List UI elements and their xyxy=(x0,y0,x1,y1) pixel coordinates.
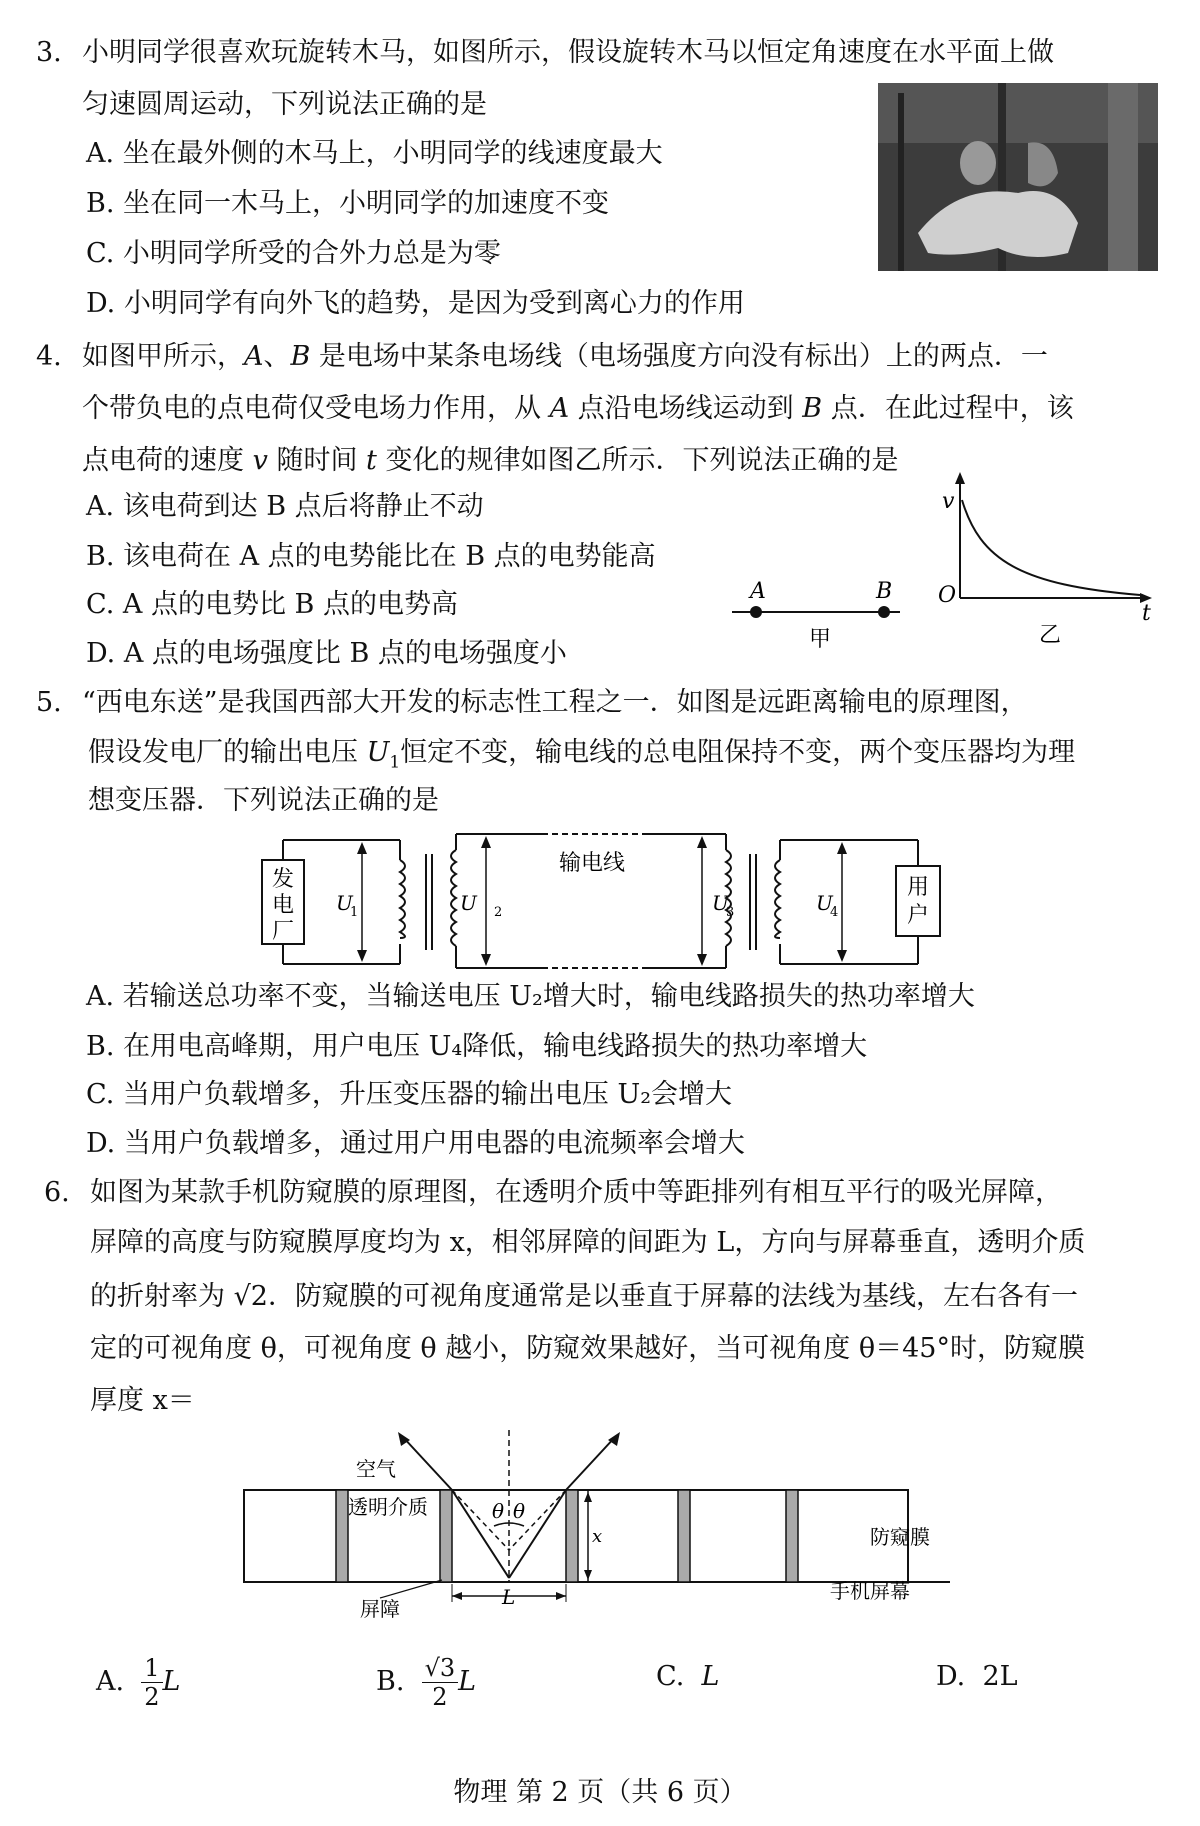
q3-option-c: C. 小明同学所受的合外力总是为零 xyxy=(86,238,501,269)
l-label: L xyxy=(502,1585,516,1609)
svg-text:厂: 厂 xyxy=(271,919,295,944)
barrier xyxy=(336,1490,348,1582)
barrier xyxy=(440,1490,452,1582)
caption-jia: 甲 xyxy=(808,627,832,650)
svg-text:发: 发 xyxy=(271,867,295,892)
u3-label: U xyxy=(712,891,729,915)
q4-option-a: A. 该电荷到达 B 点后将静止不动 xyxy=(86,491,484,522)
axis-t-label: t xyxy=(1142,601,1151,626)
q6-option-c: C. L xyxy=(656,1661,720,1692)
film-label: 防窥膜 xyxy=(870,1525,930,1549)
stepdown-secondary-coil xyxy=(775,860,780,938)
q5-option-c: C. 当用户负载增多，升压变压器的输出电压 U₂会增大 xyxy=(86,1079,733,1110)
point-a xyxy=(750,606,762,618)
q6-stem-line3: 的折射率为 √2．防窥膜的可视角度通常是以垂直于屏幕的法线为基线，左右各有一 xyxy=(90,1281,1078,1312)
q5-option-b: B. 在用电高峰期，用户电压 U₄降低，输电线路损失的热功率增大 xyxy=(86,1031,868,1062)
q4-number: 4. xyxy=(36,341,62,372)
svg-text:电: 电 xyxy=(271,893,295,918)
q6-option-b: B. $\frac{√3}{2}$ L xyxy=(376,1654,477,1711)
q6-stem-line1: 如图为某款手机防窥膜的原理图，在透明介质中等距排列有相互平行的吸光屏障， xyxy=(90,1177,1062,1208)
caption-yi: 乙 xyxy=(1038,623,1062,648)
barrier xyxy=(566,1490,578,1582)
svg-text:3: 3 xyxy=(726,905,735,920)
q4-option-b: B. 该电荷在 A 点的电势能比在 B 点的电势能高 xyxy=(86,541,656,572)
q4-figure-yi xyxy=(930,470,1160,650)
svg-text:用: 用 xyxy=(906,875,930,900)
axis-v-label: v xyxy=(942,489,955,514)
q6-privacy-film-diagram xyxy=(230,1430,990,1620)
svg-text:2: 2 xyxy=(494,905,503,920)
air-label: 空气 xyxy=(356,1457,396,1481)
q6-option-a: A. $\frac{1}{2}$ L xyxy=(96,1654,181,1711)
origin-label: O xyxy=(938,583,957,608)
q6-stem-line2: 屏障的高度与防窥膜厚度均为 x，相邻屏障的间距为 L，方向与屏幕垂直，透明介质 xyxy=(90,1227,1086,1258)
q5-number: 5. xyxy=(36,687,62,718)
q5-option-a: A. 若输送总功率不变，当输送电压 U₂增大时，输电线路损失的热功率增大 xyxy=(86,981,975,1012)
q5-option-d: D. 当用户负载增多，通过用户用电器的电流频率会增大 xyxy=(86,1128,745,1159)
q4-option-d: D. A 点的电场强度比 B 点的电场强度小 xyxy=(86,638,567,669)
theta-right: θ xyxy=(513,1499,526,1523)
q5-stem-line3: 想变压器．下列说法正确的是 xyxy=(88,785,439,816)
q5-stem-line2: 假设发电厂的输出电压 $U_1$恒定不变，输电线的总电阻保持不变，两个变压器均为理 xyxy=(88,737,1076,773)
medium-label: 透明介质 xyxy=(348,1495,428,1519)
barrier xyxy=(786,1490,798,1582)
q3-stem-line1: 小明同学很喜欢玩旋转木马，如图所示，假设旋转木马以恒定角速度在水平面上做 xyxy=(82,37,1054,68)
q4-stem-line2: 个带负电的点电荷仅受电场力作用，从 A 点沿电场线运动到 B 点．在此过程中，该 xyxy=(82,393,1074,424)
q4-stem-line1: 如图甲所示，A、B 是电场中某条电场线（电场强度方向没有标出）上的两点．一 xyxy=(82,341,1048,372)
screen-label: 手机屏幕 xyxy=(830,1579,910,1603)
u2-label: U xyxy=(460,891,477,915)
svg-text:户: 户 xyxy=(906,903,930,928)
q3-number: 3. xyxy=(36,37,62,68)
theta-left: θ xyxy=(492,1499,505,1523)
transmission-line-label: 输电线 xyxy=(558,851,626,876)
q6-number: 6. xyxy=(44,1177,70,1208)
q4-figure-jia xyxy=(720,570,920,650)
x-label: x xyxy=(592,1526,603,1547)
barrier-label: 屏障 xyxy=(360,1597,400,1620)
v-t-curve xyxy=(962,500,1140,595)
point-b xyxy=(878,606,890,618)
stepup-primary-coil xyxy=(400,860,405,938)
u1-label: U xyxy=(336,891,353,915)
stepup-secondary-coil xyxy=(451,850,456,946)
q6-stem-line4: 定的可视角度 θ，可视角度 θ 越小，防窥效果越好，当可视角度 θ＝45°时，防窥膜 xyxy=(90,1333,1085,1364)
q5-stem-line1: “西电东送”是我国西部大开发的标志性工程之一．如图是远距离输电的原理图， xyxy=(82,687,1028,718)
q6-stem-line5: 厚度 x＝ xyxy=(90,1385,195,1416)
q3-option-d: D. 小明同学有向外飞的趋势，是因为受到离心力的作用 xyxy=(86,288,745,319)
q3-option-b: B. 坐在同一木马上，小明同学的加速度不变 xyxy=(86,188,610,219)
q4-option-c: C. A 点的电势比 B 点的电势高 xyxy=(86,589,458,620)
label-a: A xyxy=(750,579,766,604)
q6-option-d: D. 2L xyxy=(936,1661,1018,1692)
q3-option-a: A. 坐在最外侧的木马上，小明同学的线速度最大 xyxy=(86,138,663,169)
carousel-photo xyxy=(878,83,1158,271)
svg-text:4: 4 xyxy=(830,905,839,920)
svg-text:1: 1 xyxy=(350,905,359,920)
q5-transmission-diagram xyxy=(250,830,970,970)
q4-stem-line3: 点电荷的速度 v 随时间 t 变化的规律如图乙所示．下列说法正确的是 xyxy=(82,445,899,476)
u4-label: U xyxy=(816,891,833,915)
page-footer: 物理 第 2 页（共 6 页） xyxy=(453,1777,747,1808)
barrier xyxy=(678,1490,690,1582)
q3-stem-line2: 匀速圆周运动，下列说法正确的是 xyxy=(82,89,487,120)
label-b: B xyxy=(876,579,893,604)
